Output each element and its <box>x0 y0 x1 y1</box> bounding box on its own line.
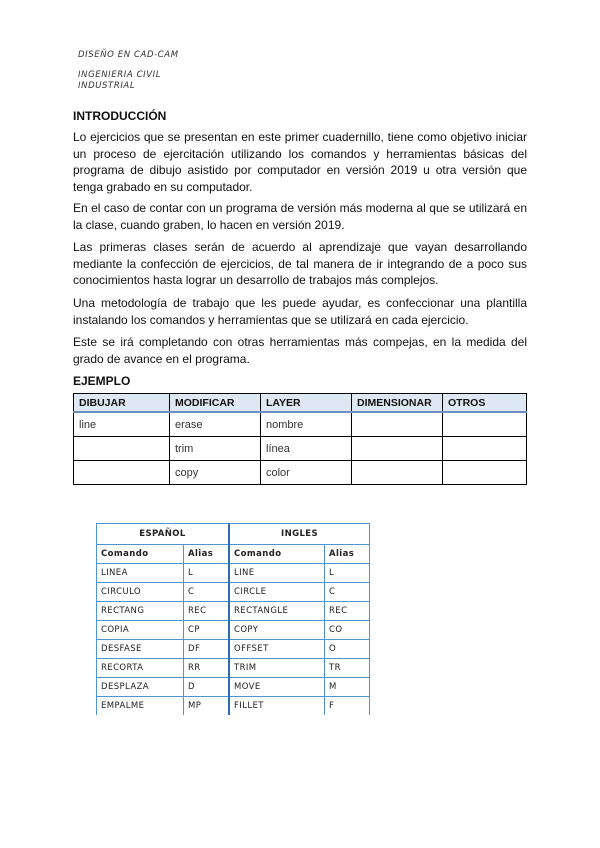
command-en: FILLET <box>229 697 325 716</box>
table-row <box>97 621 370 640</box>
table-row <box>97 640 370 659</box>
command-en: OFFSET <box>229 640 325 659</box>
alias-en: CO <box>325 621 370 640</box>
paragraph-1: Lo ejercicios que se presentan en este primer cuadernillo, tiene como objetivo iniciar un proceso de ejercitación utilizando los comandos y herramientas básicas del programa de dibujo asistido por computador en versión 2019 u otra versión que tenga grabado en su computador. <box>73 130 527 194</box>
alias-es: CP <box>184 621 230 640</box>
table-cell <box>443 461 527 485</box>
alias-es: REC <box>184 602 230 621</box>
table-cell: line <box>74 412 170 437</box>
alias-es: D <box>184 678 230 697</box>
header-cell: DIMENSIONAR <box>352 394 443 413</box>
paragraph-4: Una metodología de trabajo que les puede ayudar, es confeccionar una plantilla instalando los comandos y herramientas que se utilizará en cada ejercicio. <box>73 296 527 327</box>
example-header-row <box>74 394 527 413</box>
table-row <box>74 461 527 485</box>
example-label: EJEMPLO <box>73 374 131 388</box>
command-es: CIRCULO <box>97 583 184 602</box>
command-es: EMPALME <box>97 697 184 716</box>
alias-es: RR <box>184 659 230 678</box>
alias-en: TR <box>325 659 370 678</box>
section-title: INTRODUCCIÓN <box>73 109 167 123</box>
course-title: DISEÑO EN CAD-CAM <box>78 50 179 60</box>
alias-en: REC <box>325 602 370 621</box>
table-cell: erase <box>170 412 261 437</box>
table-cell: línea <box>261 437 352 461</box>
paragraph-5: Este se irá completando con otras herramientas más compejas, en la medida del grado de avance en el programa. <box>73 335 527 366</box>
alias-es: MP <box>184 697 230 716</box>
command-en: MOVE <box>229 678 325 697</box>
table-cell: copy <box>170 461 261 485</box>
header-cell: DIBUJAR <box>74 394 170 413</box>
alias-en: O <box>325 640 370 659</box>
table-cell <box>443 412 527 437</box>
paragraph-3: Las primeras clases serán de acuerdo al aprendizaje que vayan desarrollando mediante la confección de ejercicios, de tal manera de ir integrando de a poco sus conocimientos hasta lograr un desarrollo de trabajos más complejos. <box>73 240 527 287</box>
table-row <box>74 412 527 437</box>
alias-en: M <box>325 678 370 697</box>
group-spanish: ESPAÑOL <box>97 524 230 545</box>
command-es: DESFASE <box>97 640 184 659</box>
alias-en: C <box>325 583 370 602</box>
table-cell: nombre <box>261 412 352 437</box>
col-command-es: Comando <box>97 545 184 564</box>
table-row <box>97 659 370 678</box>
table-row <box>97 583 370 602</box>
header-cell: OTROS <box>443 394 527 413</box>
command-en: TRIM <box>229 659 325 678</box>
program-line-1: INGENIERIA CIVIL <box>78 70 162 80</box>
table-row <box>97 602 370 621</box>
program-line-2: INDUSTRIAL <box>78 81 136 91</box>
col-command-en: Comando <box>229 545 325 564</box>
col-alias-es: Alias <box>184 545 230 564</box>
table-cell <box>74 461 170 485</box>
table-row <box>74 437 527 461</box>
alias-es: L <box>184 564 230 583</box>
table-cell <box>352 461 443 485</box>
table-row <box>97 678 370 697</box>
header-cell: MODIFICAR <box>170 394 261 413</box>
commands-table <box>96 523 370 715</box>
alias-en: F <box>325 697 370 716</box>
command-en: RECTANGLE <box>229 602 325 621</box>
command-en: LINE <box>229 564 325 583</box>
command-en: CIRCLE <box>229 583 325 602</box>
command-es: COPIA <box>97 621 184 640</box>
command-es: RECORTA <box>97 659 184 678</box>
table-cell <box>74 437 170 461</box>
command-es: DESPLAZA <box>97 678 184 697</box>
table-row <box>97 564 370 583</box>
column-header-row <box>97 545 370 564</box>
table-cell <box>443 437 527 461</box>
paragraph-2: En el caso de contar con un programa de versión más moderna al que se utilizará en la clase, cuando graben, lo hacen en versión 2019. <box>73 201 527 232</box>
table-cell: trim <box>170 437 261 461</box>
col-alias-en: Alias <box>325 545 370 564</box>
table-cell <box>352 437 443 461</box>
group-header-row <box>97 524 370 545</box>
command-es: RECTANG <box>97 602 184 621</box>
table-row <box>97 697 370 716</box>
alias-es: C <box>184 583 230 602</box>
command-es: LINEA <box>97 564 184 583</box>
table-cell: color <box>261 461 352 485</box>
alias-es: DF <box>184 640 230 659</box>
example-table <box>73 393 527 485</box>
group-english: INGLES <box>229 524 370 545</box>
command-en: COPY <box>229 621 325 640</box>
header-cell: LAYER <box>261 394 352 413</box>
table-cell <box>352 412 443 437</box>
alias-en: L <box>325 564 370 583</box>
